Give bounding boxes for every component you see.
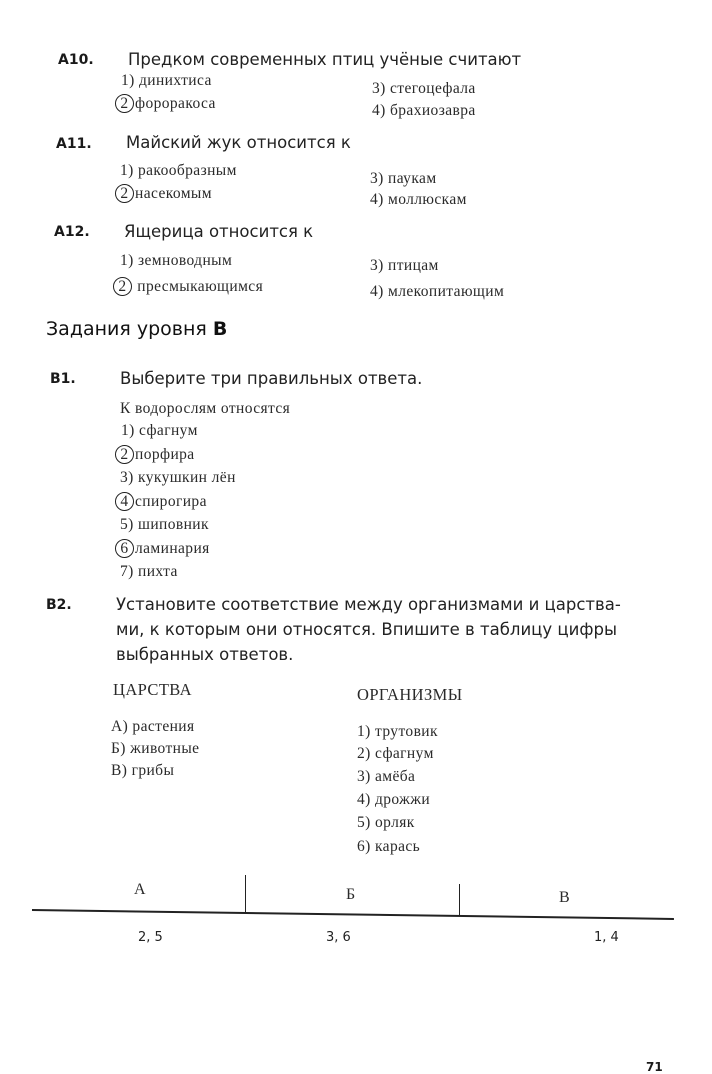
answer-circle-icon: 2 (113, 277, 132, 296)
option-a11-4: 4) моллюскам (370, 191, 467, 208)
option-b1-5: 5) шиповник (120, 516, 209, 533)
option-b1-1: 1) сфагнум (121, 422, 198, 439)
table-answer-a: 2, 5 (138, 930, 163, 945)
organism-item: 4) дрожжи (357, 791, 431, 808)
organism-item: 5) орляк (357, 814, 415, 831)
answer-circle-icon: 2 (115, 445, 134, 464)
organisms-header: ОРГАНИЗМЫ (357, 685, 463, 704)
table-header-b: Б (346, 886, 356, 903)
question-label-b1: B1. (50, 371, 76, 387)
question-label-a11: A11. (56, 136, 92, 152)
option-a11-2: 2 насекомым (118, 184, 212, 203)
table-column-divider (245, 875, 246, 913)
table-header-a: А (134, 881, 146, 898)
option-b1-4: 4 спирогира (118, 492, 207, 511)
answer-circle-icon: 4 (115, 492, 134, 511)
section-heading: Задания уровня B (46, 318, 228, 340)
question-text-b2-line3: выбранных ответов. (116, 645, 294, 664)
organism-item: 2) сфагнум (357, 745, 434, 762)
option-a10-4: 4) брахиозавра (372, 102, 476, 119)
table-answer-b: 3, 6 (326, 930, 351, 945)
option-a11-1: 1) ракообразным (120, 162, 237, 179)
kingdom-item: Б) животные (111, 740, 200, 757)
option-a12-2: 2 пресмыкающимся (116, 277, 263, 296)
question-text-b1: Выберите три правильных ответа. (120, 369, 423, 388)
kingdoms-header: ЦАРСТВА (113, 680, 192, 699)
kingdom-item: В) грибы (111, 762, 175, 779)
question-text-a10: Предком современных птиц учёные считают (128, 50, 522, 69)
option-b1-7: 7) пихта (120, 563, 178, 580)
organism-item: 3) амёба (357, 768, 416, 785)
option-b1-6: 6 ламинария (118, 539, 210, 558)
option-a10-3: 3) стегоцефала (372, 80, 476, 97)
kingdom-item: А) растения (111, 718, 195, 735)
question-text-a12: Ящерица относится к (124, 222, 314, 241)
table-answer-v: 1, 4 (594, 930, 619, 945)
table-column-divider (459, 884, 460, 916)
option-b1-3: 3) кукушкин лён (120, 469, 236, 486)
organism-item: 6) карась (357, 838, 421, 855)
option-b1-2: 2 порфира (118, 445, 195, 464)
option-a12-1: 1) земноводным (120, 252, 233, 269)
organism-item: 1) трутовик (357, 723, 438, 740)
question-text-a11: Майский жук относится к (126, 133, 351, 152)
answer-circle-icon: 2 (115, 94, 134, 113)
answer-circle-icon: 6 (115, 539, 134, 558)
option-a12-4: 4) млекопитающим (370, 283, 505, 300)
question-label-b2: B2. (46, 597, 72, 613)
option-a10-1: 1) динихтиса (121, 72, 212, 89)
option-a10-2: 2 фороракоса (118, 94, 216, 113)
question-text-b2-line2: ми, к которым они относятся. Впишите в таблицу цифры (116, 620, 617, 639)
page-number: 71 (646, 1060, 663, 1074)
answer-circle-icon: 2 (115, 184, 134, 203)
option-a12-3: 3) птицам (370, 257, 439, 274)
table-divider (32, 909, 674, 919)
option-a11-3: 3) паукам (370, 170, 437, 187)
table-header-v: В (559, 889, 571, 906)
question-label-a12: A12. (54, 224, 90, 240)
question-label-a10: A10. (58, 52, 94, 68)
question-text-b2-line1: Установите соответствие между организмами и царства- (116, 595, 621, 614)
subquestion-b1: К водорослям относятся (120, 400, 291, 417)
